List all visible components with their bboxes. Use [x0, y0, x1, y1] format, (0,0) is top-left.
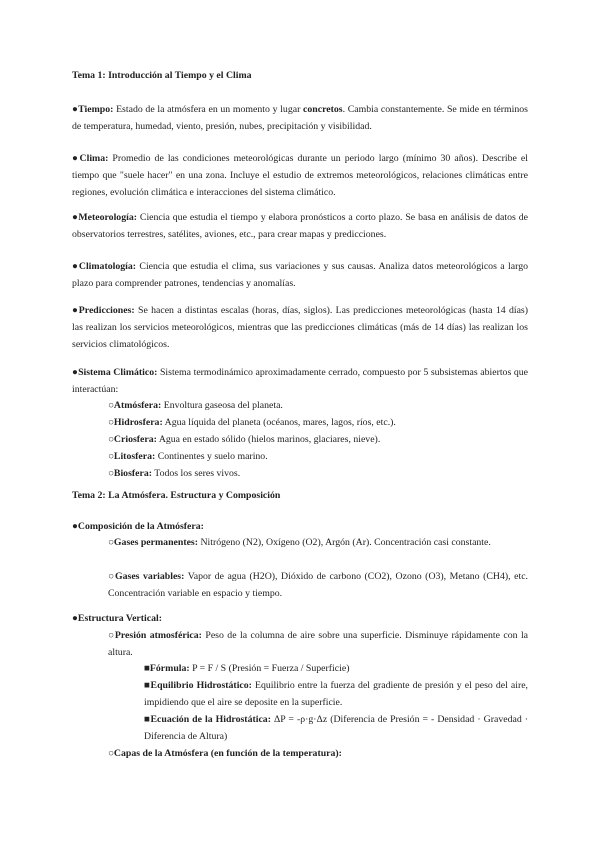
term-tiempo: Tiempo: [78, 104, 114, 115]
term-meteorologia: Meteorología: [78, 212, 137, 223]
list-item-biosfera: ○Biosfera: Todos los seres vivos. [108, 468, 241, 479]
list-item-atmosfera: ○Atmósfera: Envoltura gaseosa del planeta. [108, 400, 283, 411]
bullet: ● [72, 261, 79, 272]
paragraph-predicciones: ●Predicciones: Se hacen a distintas escalas (horas, días, siglos). Las predicciones meteorológicas (hasta 14 días) las realizan los servicios meteorológicos, mientras que las predicciones climáticas (más de 14 días) las realizan los servicios climatológicos. [72, 305, 528, 350]
heading-composicion: ●Composición de la Atmósfera: [72, 521, 204, 532]
term-predicciones: Predicciones: [78, 305, 135, 316]
term-sistema: Sistema Climático: [78, 367, 158, 378]
list-item-gases-permanentes: ○Gases permanentes: Nitrógeno (N2), Oxígeno (O2), Argón (Ar). Concentración casi constante. [108, 537, 491, 548]
list-item-criosfera: ○Criosfera: Agua en estado sólido (hielos marinos, glaciares, nieve). [108, 434, 381, 445]
term-climatologia: Climatología: [78, 261, 137, 272]
bullet: ● [72, 367, 79, 378]
paragraph-clima: ●Clima: Promedio de las condiciones meteorológicas durante un periodo largo (mínimo 30 años). Describe el tiempo que "suele hacer" en una zona. Incluye el estudio de extremos meteorológicos, relaciones climáticas entre regiones, evolución climática e interacciones del sistema climático. [72, 153, 528, 198]
bullet: ● [72, 212, 79, 223]
list-item-litosfera: ○Litosfera: Continentes y suelo marino. [108, 451, 268, 462]
paragraph-meteorologia: ●Meteorología: Ciencia que estudia el tiempo y elabora pronósticos a corto plazo. Se basa en análisis de datos de observatorios terrestres, satélites, aviones, etc., para crear mapas y predicciones. [72, 212, 528, 240]
list-item-ecuacion: ■Ecuación de la Hidrostática: ΔP = -ρ·g·Δz (Diferencia de Presión = - Densidad · Gravedad · Diferencia de Altura) [144, 714, 528, 742]
list-item-equilibrio: ■Equilibrio Hidrostático: Equilibrio entre la fuerza del gradiente de presión y el peso del aire, impidiendo que el aire se deposite en la superficie. [144, 680, 529, 708]
term-clima: Clima: [79, 153, 109, 164]
list-item-presion: ○Presión atmosférica: Peso de la columna de aire sobre una superficie. Disminuye rápidamente con la altura. [108, 630, 529, 658]
heading-estructura: ●Estructura Vertical: [72, 613, 162, 624]
list-item-gases-variables: ○Gases variables: Vapor de agua (H2O), Dióxido de carbono (CO2), Ozono (O3), Metano (CH4), etc. Concentración variable en espacio y tiempo. [108, 571, 528, 599]
bullet: ● [72, 305, 79, 316]
tema1-title: Tema 1: Introducción al Tiempo y el Clima [72, 70, 252, 81]
list-item-formula: ■Fórmula: P = F / S (Presión = Fuerza / Superficie) [144, 663, 350, 674]
paragraph-climatologia: ●Climatología: Ciencia que estudia el clima, sus variaciones y sus causas. Analiza datos meteorológicos a largo plazo para comprender patrones, tendencias y anomalías. [72, 261, 528, 289]
bullet: ● [72, 104, 79, 115]
tema2-title: Tema 2: La Atmósfera. Estructura y Composición [72, 490, 281, 501]
list-item-capas: ○Capas de la Atmósfera (en función de la temperatura): [108, 748, 342, 759]
bullet: ● [72, 153, 80, 164]
paragraph-sistema: ●Sistema Climático: Sistema termodinámico aproximadamente cerrado, compuesto por 5 subsistemas abiertos que interactúan: [72, 367, 528, 395]
list-item-hidrosfera: ○Hidrosfera: Agua líquida del planeta (océanos, mares, lagos, ríos, etc.). [108, 417, 396, 428]
paragraph-tiempo: ●Tiempo: Estado de la atmósfera en un momento y lugar concretos. Cambia constantemente. Se mide en términos de temperatura, humedad, viento, presión, nubes, precipitación y visibilidad. [72, 104, 528, 132]
